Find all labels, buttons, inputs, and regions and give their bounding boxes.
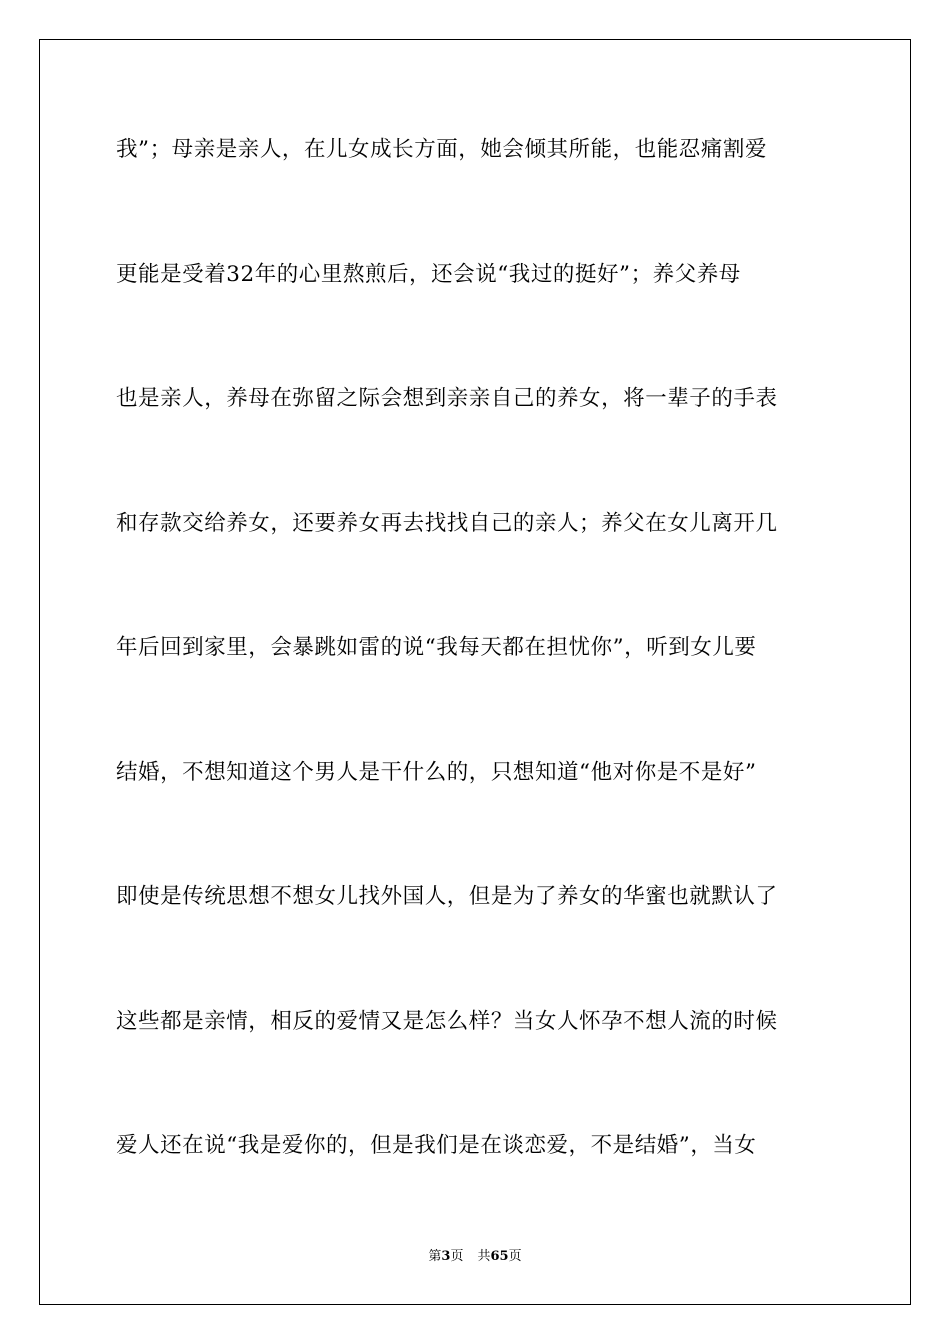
text-line: 这些都是亲情，相反的爱情又是怎么样？当女人怀孕不想人流的时候	[116, 1008, 778, 1034]
text-line: 和存款交给养女，还要养女再去找找自己的亲人；养父在女儿离开几	[116, 510, 778, 536]
text-line: 更能是受着32年的心里熬煎后，还会说“我过的挺好”；养父养母	[116, 261, 741, 287]
page-prefix: 第	[428, 1249, 442, 1264]
body-text	[116, 128, 832, 1249]
text-line: 我”；母亲是亲人，在儿女成长方面，她会倾其所能，也能忍痛割爱	[116, 137, 767, 162]
total-suffix: 页	[508, 1249, 522, 1264]
page-number: 3	[441, 1249, 451, 1264]
total-prefix: 共	[477, 1249, 491, 1264]
text-line: 年后回到家里，会暴跳如雷的说“我每天都在担忧你”，听到女儿要	[116, 635, 757, 660]
text-line: 结婚，不想知道这个男人是干什么的，只想知道“他对你是不是好”	[116, 759, 757, 785]
text-line: 也是亲人，养母在弥留之际会想到亲亲自己的养女，将一辈子的手表	[116, 386, 778, 411]
text-line: 即使是传统思想不想女儿找外国人，但是为了养女的华蜜也就默认了	[116, 884, 778, 909]
page-footer	[0, 1247, 950, 1267]
text-line: 爱人还在说“我是爱你的，但是我们是在谈恋爱，不是结婚”，当女	[116, 1133, 757, 1158]
page-suffix: 页	[450, 1249, 464, 1264]
total-pages: 65	[490, 1249, 509, 1264]
